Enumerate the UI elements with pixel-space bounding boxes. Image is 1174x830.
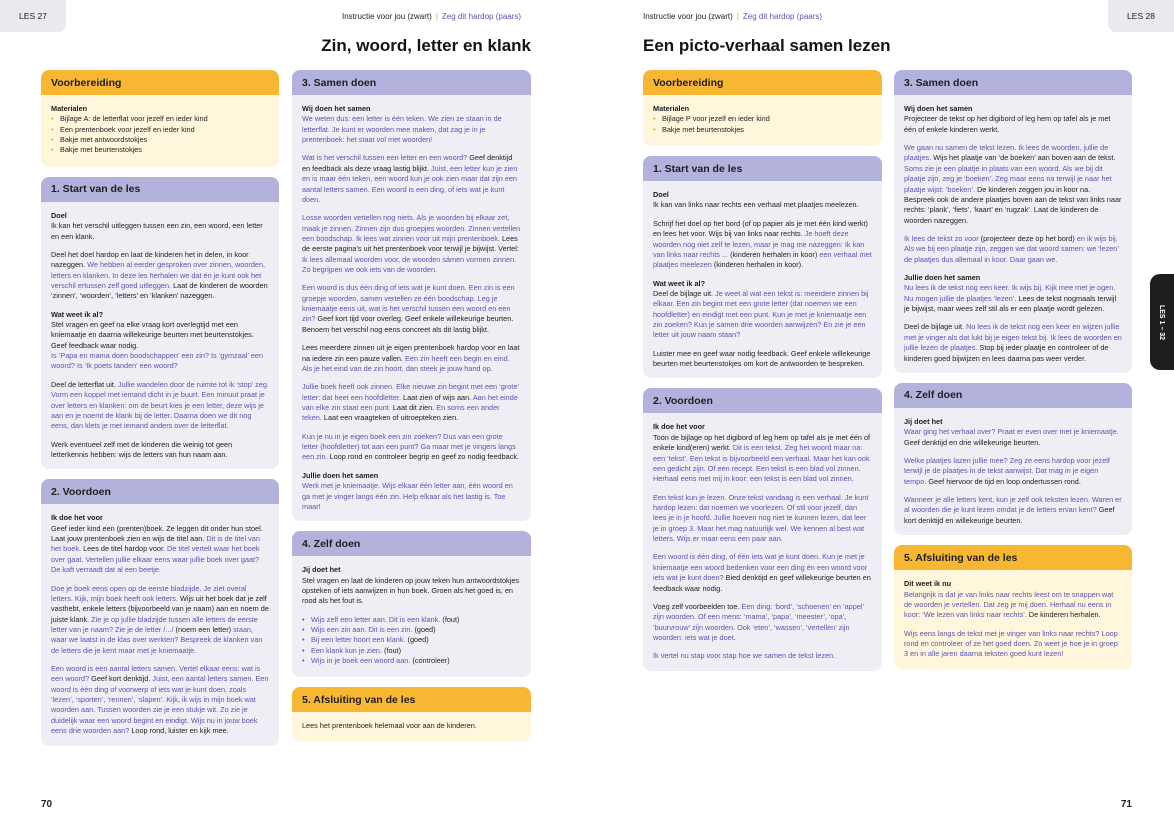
spoken-text: Ik vertel nu stap voor stap hoe we samen de tekst lezen. — [653, 651, 836, 661]
spoken-text: Wijs eens langs de tekst met je vinger van links naar rechts? Loop rond en controleer of ze het goed doen. Zo weet je hoe je in groep 3 en in alle jaren daarna teksten goed kunt lezen! — [904, 628, 1118, 659]
card-zelf-doen — [894, 383, 1132, 535]
answer-text: (goed) — [414, 625, 436, 635]
spoken-text: Doe je boek eens open op de eerste bladzijde. Je ziet overal letters. Kijk, mijn boek heeft ook letters. — [51, 583, 247, 603]
answer-text: (goed) — [407, 635, 429, 645]
card-heading: 4. Zelf doen — [292, 531, 531, 556]
spoken-text: Je hoeft deze woorden nog niet zelf te lezen, maar je mag me nazeggen: Ik kan van links naar rechts ... — [653, 229, 865, 259]
card-start — [643, 156, 882, 378]
card-heading: 5. Afsluiting van de les — [292, 687, 531, 712]
card-heading: 2. Voordoen — [41, 479, 279, 504]
instruction-text: Werk eventueel zelf met de kinderen die weinig tot geen letterkennis hebben: wijs de letters van hun naam aan. — [51, 439, 233, 459]
spoken-text: Is ‘Papa en mama doen boodschappen’ een zin? Is ‘gymzaal’ een woord? Is ‘Ik poets tanden’ een woord? — [51, 351, 264, 371]
subheading: Jij doet het — [904, 416, 943, 426]
spoken-text: Werk met je kniemaatje. Wijs elkaar één letter aan, één woord en ga met je vinger langs één zin. Help elkaar als het lastig is. Toe maar! — [302, 481, 513, 511]
spoken-text: Nu lees ik de tekst nog een keer en wijzen jullie met je vinger als dat lukt bij je eigen tekst bij. Ik lees de woorden en jullie lezen de plaatjes. — [904, 322, 1122, 353]
spoken-text: Een ding: ‘bord’, ‘schoenen’ en ‘appel’ zijn woorden. Of een mens: ‘mama’, ‘papa’, ‘meester’, ‘opa’, ‘buurvrouw’ zijn woorden. Ook ‘eten’, ‘wassen’, ‘vertellen’ zijn woorden: iets wat je doet. — [653, 601, 864, 642]
card-samen-doen — [292, 70, 531, 521]
card-heading: 1. Start van de les — [643, 156, 882, 181]
spoken-text: Ik lees de tekst zo voor — [904, 233, 979, 243]
instruction-text: (kinderen herhalen in koor). — [713, 260, 804, 270]
instruction-text: Loop rond en controleer begrip en geef zo nodig feedback. — [329, 452, 520, 462]
list-item — [302, 615, 521, 625]
subheading: Jij doet het — [302, 565, 341, 575]
legend-purple: Zeg dit hardop (paars) — [441, 12, 522, 21]
card-heading: 3. Samen doen — [894, 70, 1132, 95]
card-heading: 3. Samen doen — [292, 70, 531, 95]
spoken-text: Bij een letter hoort een klank. — [311, 635, 406, 645]
legend-black: Instructie voor jou (zwart) — [342, 12, 432, 21]
instruction-text: Laat zien of wijs aan. — [403, 392, 472, 402]
legend-separator: | — [435, 12, 438, 21]
instruction-text: De kinderen zeggen jou in koor na. Bespreek ook de andere plaatjes boven aan de tekst van links naar rechts: ‘plank’, ‘fiets’, ‘kaart’ en ‘rugzak’. Laat de kinderen de woorden nazeggen. — [904, 184, 1122, 225]
subheading: Wij doen het samen — [904, 104, 973, 113]
spoken-text: Een woord is dus één ding of iets wat je kunt doen. Een zin is een groepje woorden, samen vertellen ze één boodschap. Leg je kniemaatje eens uit, wat is het verschil tussen een woord en een zin? — [302, 283, 515, 324]
spoken-text: Een klank kun je zien. — [311, 645, 382, 655]
spoken-text: Juist, een letter kun je zien en is maar één teken, een woord kun je ook zien maar dat zijn een aantal letters samen. Een woord is een ding, of iets wat je kunt doen. — [302, 163, 518, 204]
answer-text: (fout) — [384, 645, 402, 655]
instruction-text: Deel de letterflat uit. — [51, 379, 116, 389]
instruction-text: Stel vragen en geef na elke vraag kort overlegtijd met een kniemaatje en daarna willekeurige beurten met beurtenstokjes. Geef feedback waar nodig. — [51, 320, 254, 350]
left-column-2 — [292, 70, 531, 741]
legend-header-left — [342, 12, 521, 21]
page-number-right: 71 — [1120, 799, 1132, 810]
instruction-text: Deel het doel hardop en laat de kinderen het in delen, in koor nazeggen. — [51, 249, 249, 270]
lesson-tab-label: LES 27 — [19, 11, 47, 21]
spoken-text: Nu lees ik de tekst nog een keer. Ik wijs bij. Kijk mee met je ogen. Nu mogen jullie de plaatjes ‘lezen’. — [904, 283, 1116, 303]
spoken-text: We weten dus: een letter is één teken. We zien ze staan in de letterflat. Je kunt er woorden mee maken, dat zag je in je prentenboek: het staat vol met woorden! — [302, 114, 502, 145]
question-list — [302, 615, 521, 667]
instruction-text: Lees de tekst nogmaals terwijl je bijwijst, maar wees zelf stil als er een plaatje wordt gelezen. — [904, 293, 1117, 314]
answer-text: (controleer) — [412, 656, 450, 666]
instruction-text: Schrijf het doel op het bord (of op papier als je met één kind werkt) en lees het voor. Wijs bij van links naar rechts. — [653, 218, 868, 239]
card-samen-doen — [894, 70, 1132, 373]
legend-header-right — [643, 12, 822, 21]
instruction-text: Laat een vraagteken of uitroepteken zien. — [323, 413, 459, 423]
left-column-1 — [41, 70, 279, 746]
subheading: Jullie doen het samen — [904, 273, 981, 283]
spoken-text: Wanneer je alle letters kent, kun je zelf ook teksten lezen. Waren er al woorden die je kunt lezen omdat je de letters ervan kent? — [904, 495, 1122, 515]
instruction-text: Geef hiervoor de tijd en loop ondertussen rond. — [928, 476, 1081, 486]
spoken-text: Wat is het verschil tussen een letter en een woord? — [302, 153, 468, 163]
card-voorbereiding — [643, 70, 882, 146]
right-column-2 — [894, 70, 1132, 669]
page-title-right: Een picto-verhaal samen lezen — [643, 36, 891, 55]
subheading: Wat weet ik al? — [653, 278, 706, 288]
spoken-text: We hebben al eerder gesproken over zinnen, woorden, letters en klanken. In deze les herhalen we dat én je kunt ook het verschil ertussen zelf goed uitleggen. — [51, 260, 266, 290]
card-heading: 2. Voordoen — [643, 388, 882, 413]
instruction-text: Projecteer de tekst op het digibord of leg hem op tafel als je met één of enkele kinderen werkt. — [904, 114, 1111, 134]
spoken-text: Een woord is een aantal letters samen. Vertel elkaar eens: wat is een woord? — [51, 664, 261, 684]
lesson-tab-right — [1108, 0, 1174, 32]
spoken-text: Zie je op jullie bladzijde tussen alle letters de eerste letter van je naam? Zie je de letter /.../ — [51, 614, 258, 634]
legend-black: Instructie voor jou (zwart) — [643, 12, 733, 21]
list-item: • Bakje met beurtenstokjes — [51, 145, 269, 155]
instruction-text: (projecteer deze op het bord) — [980, 233, 1075, 243]
instruction-text: Deel de bijlage uit. — [653, 288, 714, 298]
instruction-text: Ik kan van links naar rechts een verhaal met plaatjes meelezen. — [653, 200, 859, 210]
right-column-1 — [643, 70, 882, 671]
spoken-text: Waar ging het verhaal over? Praat er even over met je kniemaatje. — [904, 427, 1119, 437]
spoken-text: Losse woorden vertellen nog niets. Als je woorden bij elkaar zet, maak je zinnen. Zinnen zijn dus groepjes woorden. Zinnen vertellen een boodschap. Ik lees wat zinnen voor uit mijn prentenboek. — [302, 213, 521, 243]
instruction-text: Geef denktijd en drie willekeurige beurten. — [904, 437, 1041, 447]
spoken-text: Welke plaatjes lazen jullie mee? Zeg ze eens hardop voor jezelf terwijl je de plaatjes in de tekst aanwijst. Dat mag in je eigen tempo. — [904, 455, 1110, 486]
spoken-text: En soms een ander teken. — [302, 402, 500, 423]
spoken-text: Ik lees allemaal woorden voor, de woorden sámen vormen zinnen. Zo begrijpen we ook iets van de woorden. — [302, 254, 517, 275]
list-item: • Een prentenboek voor jezelf en ieder kind — [51, 125, 269, 135]
instruction-text: Geef kort denktijd. — [91, 674, 151, 684]
card-afsluiting — [894, 545, 1132, 669]
legend-separator: | — [736, 12, 739, 21]
card-start — [41, 177, 279, 470]
subheading: Wat weet ik al? — [51, 309, 104, 319]
card-heading: 5. Afsluiting van de les — [894, 545, 1132, 570]
spoken-text: Wijs in je boek een woord aan. — [311, 656, 411, 666]
lesson-tab-label: LES 28 — [1127, 11, 1155, 21]
card-voordoen — [643, 388, 882, 670]
spoken-text: staan, waar we laatst in de klas over werkten? Bespreek de klanken van de letters die je kent maar met je kniemaatje. — [51, 624, 263, 655]
spoken-text: een verhaal met plaatjes meelezen — [653, 249, 872, 270]
instruction-text: Toon de bijlage op het digibord of leg hem op tafel als je met één of enkele kind(eren) werkt. — [653, 432, 871, 453]
card-afsluiting — [292, 687, 531, 740]
instruction-text: Bied denktijd en geef willekeurige beurten en feedback waar nodig. — [653, 573, 871, 593]
instruction-text: Geef denktijd en feedback als deze vraag lastig blijkt. — [302, 153, 513, 173]
list-item — [302, 625, 521, 635]
lesson-range-label: LES 1 – 32 — [1158, 304, 1166, 340]
list-item — [302, 646, 521, 656]
spoken-text: We gaan nu samen de tekst lezen. Ik lees de woorden, jullie de plaatjes. — [904, 143, 1109, 163]
spoken-text: Dit is een klank. — [388, 614, 441, 624]
spoken-text: Een woord is één ding, of één iets wat je kunt doen. Kun je met je kniemaatje een woord bedenken voor een ding én een woord voor iets wat je kunt doen? — [653, 552, 868, 583]
answer-text: (fout) — [442, 614, 460, 624]
spoken-text: Soms zie je een plaatje in plaats van een woord. Als we bij dit plaatje zijn, zeg je ‘boeken’. Zeg maar eens na terwijl je naar het plaatje wijst: ‘boeken’. — [904, 163, 1112, 194]
card-heading: 4. Zelf doen — [894, 383, 1132, 408]
list-item: • Bakje met beurtenstokjes — [653, 125, 872, 135]
spoken-text: Wijs zelf een letter aan. — [311, 614, 387, 624]
lesson-tab-left — [0, 0, 66, 32]
spoken-text: Een zin heeft een begin en eind. Als je het eind van de zin hoort, dan steek je jouw hand op. — [302, 353, 510, 373]
card-heading: Voorbereiding — [643, 70, 882, 95]
instruction-text: Geef ieder kind een (prenten)boek. Ze leggen dit onder hun stoel. Laat jouw prentenboek zien en wijs de titel aan. — [51, 523, 263, 544]
card-voorbereiding — [41, 70, 279, 167]
instruction-text: Loop rond, luister en kijk mee. — [131, 726, 229, 736]
instruction-text: Lees meerdere zinnen uit je eigen prentenboek hardop voor en laat na iedere zin een pauze vallen. — [302, 343, 520, 363]
list-item — [302, 635, 521, 645]
lesson-range-tab — [1150, 274, 1174, 370]
list-item: • Bijlage A: de letterflat voor jezelf en ieder kind — [51, 114, 269, 124]
spoken-text: Jullie wandelen door de ruimte tot ik ‘stop’ zeg. Vorm een koppel met iemand dicht in je buurt. Een minuut praat je over letters en klanken: om de beurt kies je een letter, deze wijs je aan en je noemt de klank bij de letter. Daarna doen we dit nog eens, dan klets je met iemand anders over de letterflat. — [51, 379, 269, 431]
subheading: Jullie doen het samen — [302, 470, 379, 480]
instruction-text: Lees de titel hardop voor. — [83, 544, 166, 554]
spoken-text: Een tekst kun je lezen. Onze tekst vandaag is een verhaal. Je kunt hardop lezen: dat noemen we voorlezen. Of stil voor jezelf, dan lees je in je hoofd. Jullie hoeven nog niet te kunnen lezen, dat leer je in groep 3. Maar het mag natuurlijk wel. We kennen al best wat letters. Wijs er maar eens een paar aan. — [653, 492, 869, 544]
spoken-text: Je weet al wat een tekst is: meerdere zinnen bij elkaar. Een zin begint met een grote letter (dat noemen we een hoofdletter) en eindigt met een punt. Kun je met je kniemaatje een zin zoeken? Kun je samen drie woorden aanwijzen? En zie je een letter uit jouw naam staan? — [653, 288, 869, 340]
instruction-text: (kinderen herhalen in koor) — [730, 249, 818, 259]
spoken-text: Wijs een zin aan. — [311, 625, 367, 635]
card-heading: Voorbereiding — [41, 70, 279, 95]
materials-list — [653, 114, 872, 135]
subheading: Wij doen het samen — [302, 104, 371, 113]
list-item: • Bijlage P voor jezelf en ieder kind — [653, 114, 872, 124]
instruction-text: Wijs het plaatje van ‘de boeken’ aan boven aan de tekst. — [933, 153, 1116, 163]
instruction-text: Stop bij ieder plaatje en controleer of de kinderen goed bijwijzen en lees daarna pas weer verder. — [904, 343, 1109, 363]
spoken-text: Dit is een tekst. Zeg het woord maar na: een ‘tekst’. Een tekst is bijvoorbeeld een verhaal. Maar het kan ook een gedicht zijn. Of een recept. Een tekst is een blad vol zinnen. Herhaal eens met mij in koor: een tekst is een blad vol zinnen. — [653, 443, 870, 484]
materials-heading: Materialen — [653, 104, 690, 113]
list-item — [302, 656, 521, 666]
spoken-text: Aan het einde van elke zin staat een punt. — [302, 392, 518, 412]
instruction-text: De kinderen herhalen. — [1028, 610, 1101, 620]
subheading: Dit weet ik nu — [904, 579, 952, 589]
list-item: • Bakje met antwoordstokjes — [51, 135, 269, 145]
spoken-text: Belangrijk is dat je van links naar rechts leest om te snappen wat de woorden je vertellen. Dat zeg je mij doen. Herhaal nu eens in koor: ‘We lezen van links naar rechts’. — [904, 589, 1114, 620]
instruction-text: Voeg zelf voorbeelden toe. — [653, 601, 740, 611]
subheading: Doel — [653, 190, 669, 200]
instruction-text: Deel de bijlage uit. — [904, 322, 965, 332]
spoken-text: Kun je nu in je eigen boek een zin zoeken? Dus van een grote letter (hoofdletter) tot aan een punt? Ga maar met je vingers langs een zin. — [302, 431, 516, 462]
materials-heading: Materialen — [51, 104, 88, 113]
page-number-left: 70 — [41, 799, 53, 810]
spoken-text: Dit is de titel van het boek. — [51, 534, 260, 554]
instruction-text: Geef kort tijd voor overleg. Geef enkele willekeurige beurten. Benoem het verschil nog eens concreet als dit lastig blijkt. — [302, 314, 514, 334]
instruction-text: Wijs uit het boek dat je zelf vasthebt, enkele letters (bijvoorbeeld van je naam) aan en noem de juiste klank. — [51, 593, 269, 624]
paragraph: Ik kan het verschil uitleggen tussen een zin, een woord, een letter en een klank. — [51, 221, 263, 241]
instruction-text: Stel vragen en laat de kinderen op jouw teken hun antwoordstokjes opsteken of iets aanwijzen in hun boek. Groen als het goed is, en rood als het fout is. — [302, 575, 520, 606]
instruction-text: Lees het prentenboek helemaal voor aan de kinderen. — [302, 721, 477, 731]
instruction-text: Geef kort denktijd en willekeurige beurten. — [904, 505, 1115, 525]
spoken-text: Dit is een zin. — [368, 625, 413, 635]
materials-list — [51, 114, 269, 155]
instruction-text: Luister mee en geef waar nodig feedback. Geef enkele willekeurige beurten met beurtenstokjes om kort de antwoorden te bespreken. — [653, 348, 871, 369]
instruction-text: Lees de eerste pagina’s uit het prentenboek voor terwijl je bijwijst. Vertel: — [302, 233, 519, 254]
spoken-text: Juist, een aantal letters samen. Een woord is één ding of voorwerp of iets wat je kunt doen, zoals ‘lezen’, ‘sporten’, ‘rennen’, ‘slapen’. Kijk, ik wijs in mijn boek wat woorden aan. Tussen woorden zie je een stukje wit. Zo zie je duidelijk waar een woord begint en eindigt. Wijs nu in jouw boek eens drie woorden aan? — [51, 674, 269, 736]
instruction-text: Laat dit zien. — [392, 402, 435, 412]
card-zelf-doen — [292, 531, 531, 677]
subheading: Ik doe het voor — [51, 513, 103, 523]
subheading: Ik doe het voor — [653, 422, 705, 432]
subheading: Doel — [51, 210, 67, 220]
legend-purple: Zeg dit hardop (paars) — [742, 12, 823, 21]
card-heading: 1. Start van de les — [41, 177, 279, 202]
card-voordoen — [41, 479, 279, 745]
spoken-text: De titel vertelt waar het boek over gaat. Vertellen jullie elkaar eens waar jullie boek over gaat? De kaft verraadt dat al een beetje. — [51, 544, 260, 575]
instruction-text: (noem een letter) — [175, 624, 232, 634]
spoken-text: en ik wijs bij. Als we bij een plaatje zijn, zeggen we dat woord samen: we ‘lezen’ de plaatjes dus allemaal in koor. Daar gaan we. — [904, 233, 1119, 264]
spoken-text: Jullie boek heeft ook zinnen. Elke nieuwe zin begint met een ‘grote’ letter: dat heet een hoofdletter. — [302, 382, 519, 402]
instruction-text: Laat de kinderen de woorden ‘zinnen’, ‘woorden’, ‘letters’ en ‘klanken’ nazeggen. — [51, 280, 268, 301]
page-title-left: Zin, woord, letter en klank — [321, 36, 531, 55]
